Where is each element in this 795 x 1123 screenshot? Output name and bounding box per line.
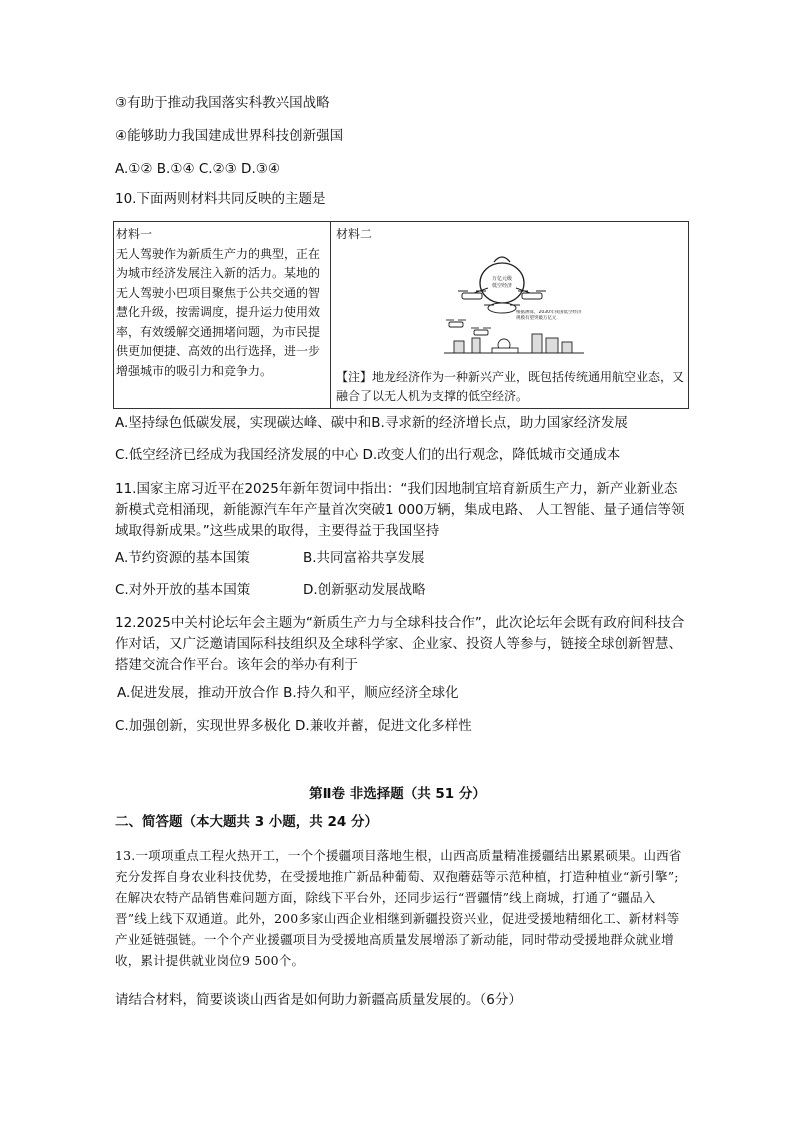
cartoon-caption: 根据测算，2030年我国低空经济规模有望突破万亿元: [516, 310, 582, 321]
q11-stem: 11.国家主席习近平在2025年新年贺词中指出：“我们因地制宜培育新质生产力，新产业新业态新模式竞相涌现，新能源汽车年产量首次突破1 000万辆，集成电路、 人工智能、量子通信等领域取得新成果。”这些成果的取得，主要得益于我国坚持: [115, 481, 685, 539]
q9-item-4: ④能够助力我国建成世界科技创新强国: [115, 128, 344, 144]
svg-text:低空经济: 低空经济: [491, 283, 513, 289]
material-1-text: 无人驾驶作为新质生产力的典型，正在为城市经济发展注入新的活力。某地的无人驾驶小巴项目聚焦于公共交通的智慧化升级，按需调度，提升运力使用效率，有效缓解交通拥堵问题，为市民提供更加便捷、高效的出行选择，进一步增强城市的吸引力和竞争力。: [116, 246, 321, 378]
q13-question: 请结合材料，简要谈谈山西省是如何助力新疆高质量发展的。（6分）: [115, 992, 522, 1008]
q11-option-d: D.创新驱动发展战略: [303, 582, 426, 598]
q10-stem: 10.下面两则材料共同反映的主题是: [115, 191, 326, 207]
material-2-title: 材料二: [336, 227, 373, 241]
q12-options-cd: C.加强创新，实现世界多极化 D.兼收并蓄，促进文化多样性: [115, 718, 472, 734]
material-1-title: 材料一: [116, 227, 153, 241]
q12-stem: 12.2025中关村论坛年会主题为“新质生产力与全球科技合作”，此次论坛年会既有政府间科技合作对话，又广泛邀请国际科技组织及全球科学家、企业家、投资人等参与，链接全球创新智慧、搭建交流合作平台。该年会的举办有利于: [115, 615, 685, 673]
q9-options: A.①② B.①④ C.②③ D.③④: [115, 161, 280, 177]
q11-options-row1: [115, 549, 425, 567]
material-1-cell: [116, 225, 326, 381]
q11-option-a: A.节约资源的基本国策: [115, 550, 250, 566]
q11-option-c: C.对外开放的基本国策: [115, 582, 251, 598]
cartoon-bag-label: 万亿元级: [491, 276, 513, 282]
section-title: 二、简答题（本大题共 3 小题，共 24 分）: [115, 814, 378, 830]
q12-options-ab: A.促进发展，推动开放合作 B.持久和平，顺应经济全球化: [117, 685, 459, 701]
q11-option-b: B.共同富裕共享发展: [303, 550, 425, 566]
table-divider: [330, 222, 331, 408]
low-altitude-economy-cartoon: [444, 238, 584, 358]
part-2-title: 第Ⅱ卷 非选择题（共 51 分）: [309, 786, 486, 802]
q11-options-row2: [115, 581, 426, 599]
q10-options-ab: A.坚持绿色低碳发展，实现碳达峰、碳中和B.寻求新的经济增长点，助力国家经济发展: [115, 415, 628, 431]
material-2-note: 【注】地龙经济作为一种新兴产业，既包括传统通用航空业态，又融合了以无人机为支撑的低空经济。: [336, 370, 685, 403]
q10-options-cd: C.低空经济已经成为我国经济发展的中心 D.改变人们的出行观念，降低城市交通成本: [115, 447, 621, 463]
material-table: [113, 221, 689, 409]
q13-material: 13.一项项重点工程火热开工，一个个援疆项目落地生根，山西高质量精准援疆结出累累硕果。山西省充分发挥自身农业科技优势，在受援地推广新品种葡萄、双孢蘑菇等示范种植，打造种植业“新引擎”;在解决农特产品销售难问题方面，除线下平台外，还同步运行“晋疆情”线上商城，打通了“疆品入晋”线上线下双通道。此外，200多家山西企业相继到新疆投资兴业，促进受援地精细化工、新材料等产业延链强链。一个个产业援疆项目为受援地高质量发展增添了新动能，同时带动受援地群众就业增收，累计提供就业岗位9 500个。: [115, 848, 682, 968]
q9-item-3: ③有助于推动我国落实科教兴国战略: [115, 95, 330, 111]
